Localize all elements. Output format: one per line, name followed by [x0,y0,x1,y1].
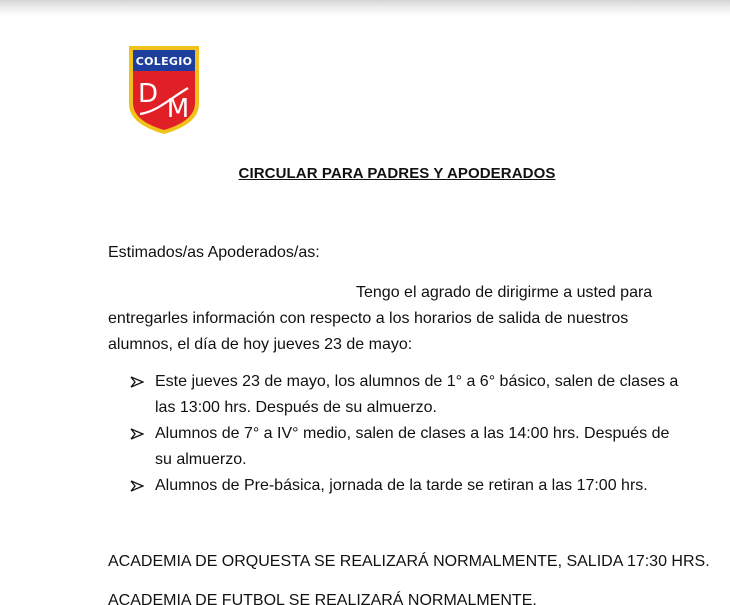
list-item-line-1: Alumnos de 7° a IV° medio, salen de clases a las 14:00 hrs. Después de [155,425,670,442]
arrow-bullet-icon [130,428,144,440]
list-item-line-2: las 13:00 hrs. Después de su almuerzo. [155,399,437,416]
list-item-line-1: Alumnos de Pre-básica, jornada de la tarde se retiran a las 17:00 hrs. [155,477,648,494]
football-announcement: ACADEMIA DE FUTBOL SE REALIZARÁ NORMALMENTE. [108,592,537,605]
intro-line-2: entregarles información con respecto a los horarios de salida de nuestros [108,310,629,327]
list-item-line-2: su almuerzo. [155,451,247,468]
arrow-bullet-icon [130,480,144,492]
arrow-bullet-icon [130,376,144,388]
document-title: CIRCULAR PARA PADRES Y APODERADOS [238,165,556,182]
monogram-right: M [166,94,190,124]
intro-line-3: alumnos, el día de hoy jueves 23 de mayo: [108,336,413,353]
schedule-list [130,369,678,499]
orchestra-announcement: ACADEMIA DE ORQUESTA SE REALIZARÁ NORMALMENTE, SALIDA 17:30 HRS. [108,553,710,570]
monogram-left: D [137,79,159,109]
intro-paragraph [108,280,652,358]
list-item [130,473,678,499]
list-item [130,421,678,473]
list-item-line-1: Este jueves 23 de mayo, los alumnos de 1° a 6° básico, salen de clases a [155,373,679,390]
logo-word: COLEGIO [135,55,193,68]
salutation: Estimados/as Apoderados/as: [108,244,320,261]
list-item [130,369,678,421]
school-logo [126,44,202,136]
intro-line-1: Tengo el agrado de dirigirme a usted para [356,284,653,301]
